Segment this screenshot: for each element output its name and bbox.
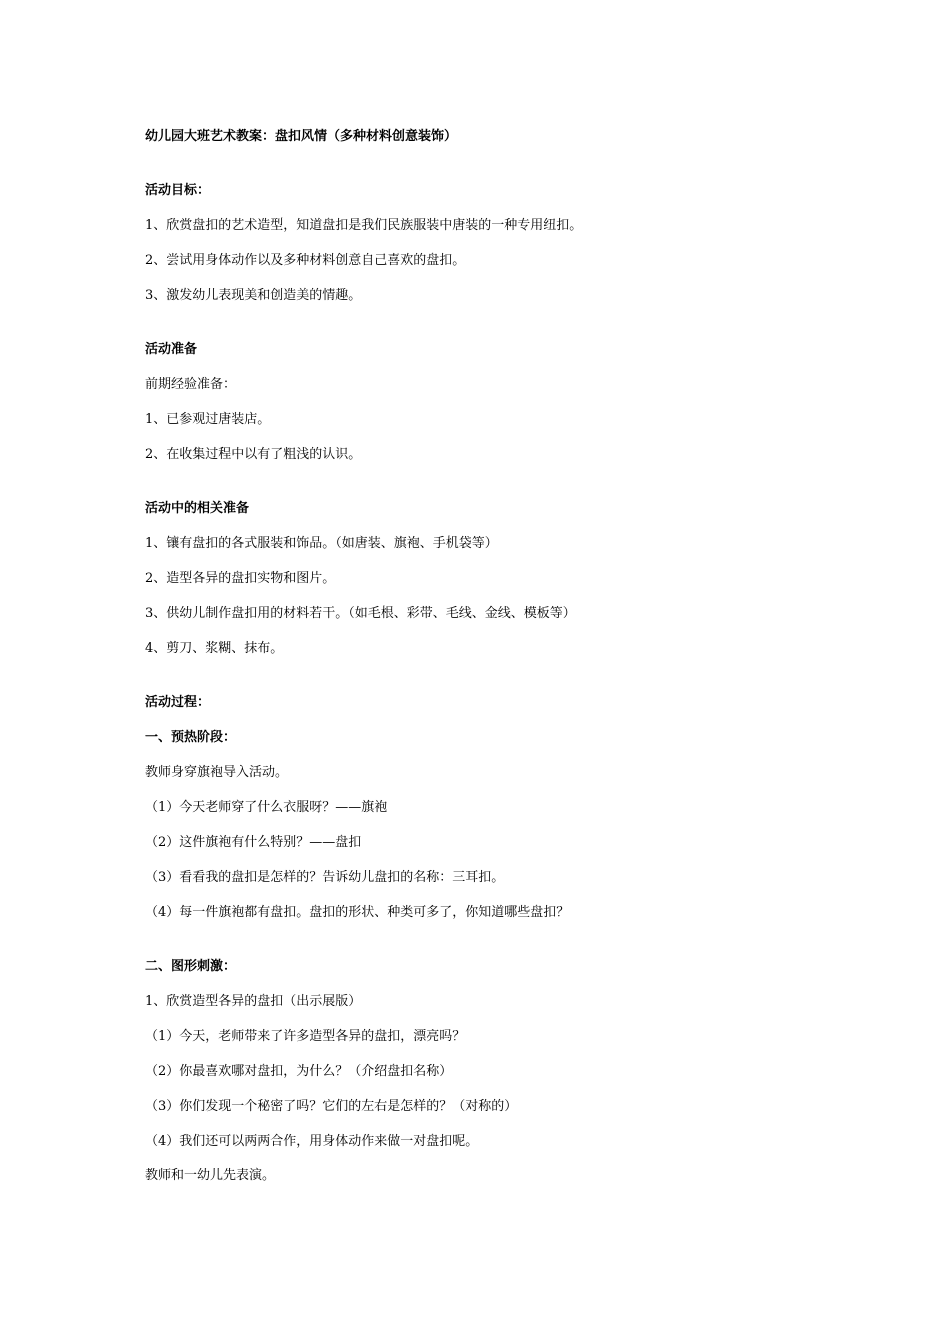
stage2-item: （2）你最喜欢哪对盘扣，为什么？（介绍盘扣名称） xyxy=(145,1064,453,1079)
goals-heading: 活动目标： xyxy=(145,183,211,198)
related-prep-heading: 活动中的相关准备 xyxy=(145,501,250,516)
related-prep-item: 3、供幼儿制作盘扣用的材料若干。（如毛根、彩带、毛线、金线、模板等） xyxy=(145,606,576,621)
preparation-subheading: 前期经验准备： xyxy=(145,377,237,392)
goal-item: 3、激发幼儿表现美和创造美的情趣。 xyxy=(145,288,362,303)
preparation-item: 1、已参观过唐装店。 xyxy=(145,412,271,427)
stage1-item: （1）今天老师穿了什么衣服呀？——旗袍 xyxy=(145,800,388,815)
process-heading: 活动过程： xyxy=(145,695,211,710)
goal-item: 2、尝试用身体动作以及多种材料创意自己喜欢的盘扣。 xyxy=(145,253,466,268)
related-prep-item: 1、镶有盘扣的各式服装和饰品。（如唐装、旗袍、手机袋等） xyxy=(145,536,498,551)
stage1-item: （4）每一件旗袍都有盘扣。盘扣的形状、种类可多了，你知道哪些盘扣？ xyxy=(145,905,570,920)
related-prep-item: 2、造型各异的盘扣实物和图片。 xyxy=(145,571,336,586)
stage2-item: （4）我们还可以两两合作，用身体动作来做一对盘扣呢。 xyxy=(145,1134,479,1149)
goal-item: 1、欣赏盘扣的艺术造型，知道盘扣是我们民族服装中唐装的一种专用纽扣。 xyxy=(145,218,583,233)
preparation-item: 2、在收集过程中以有了粗浅的认识。 xyxy=(145,447,362,462)
stage2-heading: 二、图形刺激： xyxy=(145,959,237,974)
stage1-item: （2）这件旗袍有什么特别？——盘扣 xyxy=(145,835,362,850)
stage1-heading: 一、预热阶段： xyxy=(145,730,237,745)
stage1-intro: 教师身穿旗袍导入活动。 xyxy=(145,765,289,780)
stage2-intro: 1、欣赏造型各异的盘扣（出示展版） xyxy=(145,994,362,1009)
stage2-item: （1）今天，老师带来了许多造型各异的盘扣，漂亮吗？ xyxy=(145,1029,466,1044)
stage2-item: （3）你们发现一个秘密了吗？它们的左右是怎样的？（对称的） xyxy=(145,1099,518,1114)
related-prep-item: 4、剪刀、浆糊、抹布。 xyxy=(145,641,284,656)
stage1-item: （3）看看我的盘扣是怎样的？告诉幼儿盘扣的名称：三耳扣。 xyxy=(145,870,505,885)
preparation-heading: 活动准备 xyxy=(145,342,198,357)
stage2-outro: 教师和一幼儿先表演。 xyxy=(145,1168,276,1183)
document-title: 幼儿园大班艺术教案：盘扣风情（多种材料创意装饰） xyxy=(145,129,458,144)
